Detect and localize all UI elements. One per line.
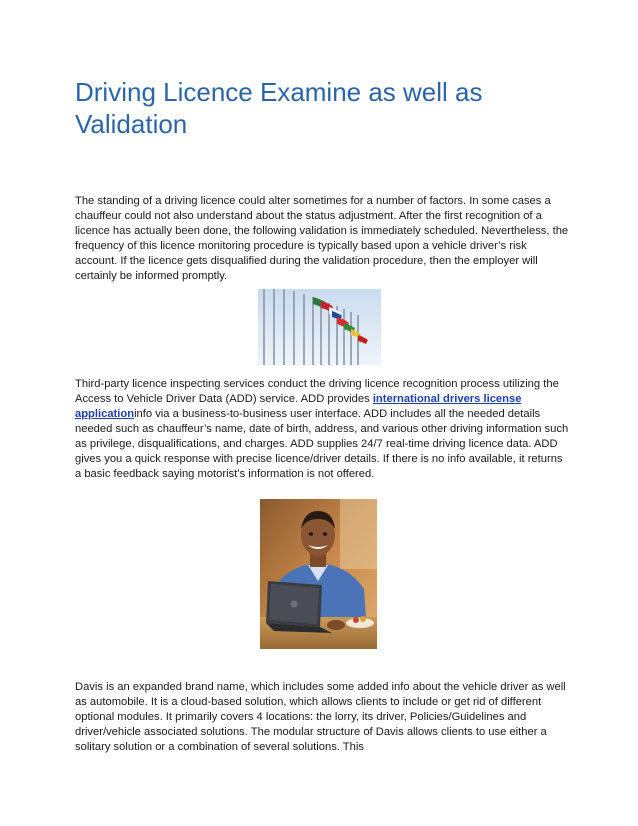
paragraph-2-text-after-link: info via a business-to-business user interface. ADD includes all the needed details needed such as chauffeur’s name, date of birth, address, and various other driving information such as privilege, disqualifications, and charges. ADD supplies 24/7 real-time driving licence data. ADD gives you a quick response with precise licence/driver details. If there is no info available, it returns a basic feedback saying motorist’s information is not offered.: [75, 408, 569, 480]
paragraph-status-validation: The standing of a driving licence could alter sometimes for a number of factors. In some cases a chauffeur could not also understand about the status adjustment. After the first recognition of a licence has actually been done, the following validation is immediately scheduled. Nevertheless, the frequency of this licence monitoring procedure is typically based upon a vehicle driver’s risk account. If the licence gets disqualified during the validation procedure, then the employer will certainly be informed promptly.: [75, 195, 569, 282]
paragraph-2-text-before-link: Third-party licence inspecting services conduct the driving licence recognition process utilizing the Access to Vehicle Driver Data (ADD) service. ADD provides: [75, 378, 559, 405]
flags-on-poles-image: [258, 289, 381, 365]
international-drivers-license-link[interactable]: international drivers license application: [75, 393, 522, 420]
paragraph-davis-brand: Davis is an expanded brand name, which includes some added info about the vehicle driver as well as automobile. It is a cloud-based solution, which allows clients to include or get rid of different optional modules. It primarily covers 4 locations: the lorry, its driver, Policies/Guidelines and driver/vehicle associated solutions. The modular structure of Davis allows clients to use either a solitary solution or a combination of several solutions. This: [75, 681, 566, 753]
smiling-man-with-laptop-image: [260, 499, 377, 649]
paragraph-add-service: [75, 377, 570, 482]
document-title: Driving Licence Examine as well as Validation: [75, 77, 483, 139]
